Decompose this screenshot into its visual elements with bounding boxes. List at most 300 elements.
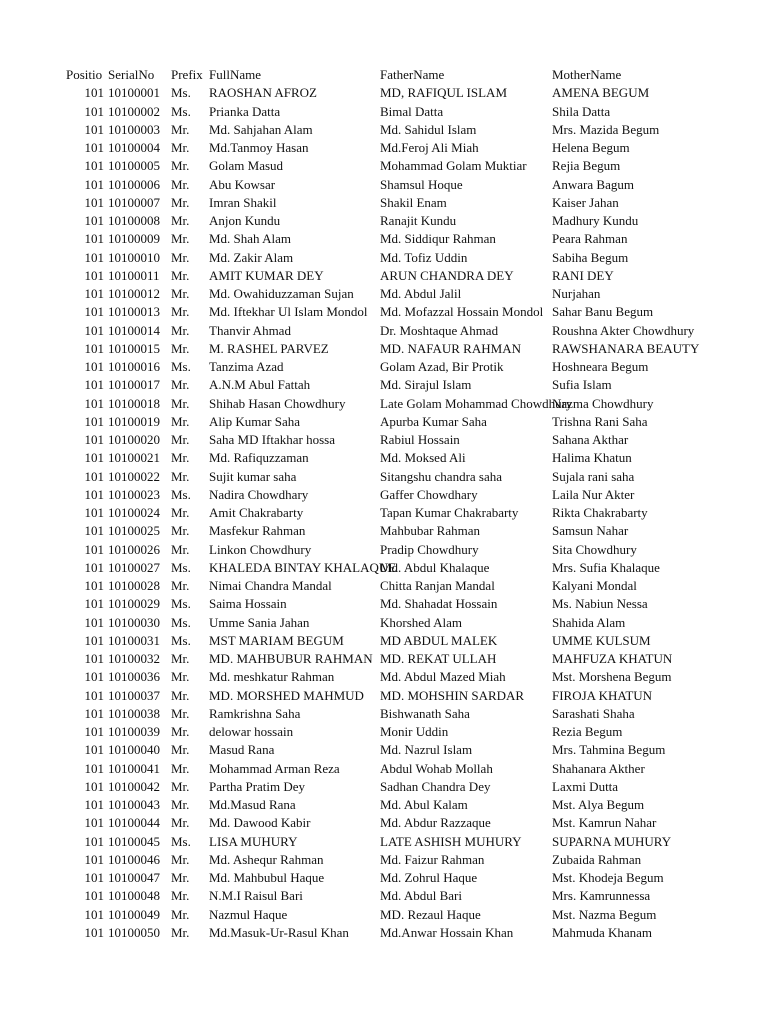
cell-position: 101: [84, 140, 104, 155]
cell-serialno: 10100017: [108, 377, 160, 393]
cell-position: 101: [84, 541, 104, 557]
header-fathername: FatherName: [380, 67, 445, 82]
table-row: [0, 650, 768, 668]
cell-prefix: Mr.: [171, 651, 190, 666]
cell-fullname: Tanzima Azad: [209, 359, 284, 374]
cell-prefix: Mr.: [171, 888, 190, 904]
cell-fullname: Md.Masud Rana: [209, 797, 296, 812]
cell-prefix: Mr.: [171, 760, 190, 776]
cell-fathername: Md. Moksed Ali: [380, 450, 466, 466]
cell-position: 101: [84, 359, 104, 374]
cell-position: 101: [84, 468, 104, 484]
cell-fathername: Md. Siddiqur Rahman: [380, 231, 496, 247]
cell-mothername: Trishna Rani Saha: [552, 413, 648, 429]
cell-position: 101: [84, 213, 104, 228]
cell-mothername: Mst. Morshena Begum: [552, 669, 672, 685]
table-row: [0, 741, 768, 759]
cell-prefix: Mr.: [171, 705, 190, 721]
cell-mothername: Sita Chowdhury: [552, 541, 637, 557]
table-row: [0, 194, 768, 212]
cell-mothername: Sabiha Begum: [552, 249, 629, 265]
cell-position: 101: [84, 797, 104, 812]
cell-mothername: Mst. Kamrun Nahar: [552, 815, 657, 831]
table-row: [0, 449, 768, 467]
cell-serialno: 10100024: [108, 505, 160, 520]
cell-fullname: Md. Mahbubul Haque: [209, 870, 325, 885]
cell-fathername: Sitangshu chandra saha: [380, 468, 503, 484]
cell-position: 101: [84, 523, 104, 539]
cell-mothername: Sufia Islam: [552, 377, 612, 393]
cell-fathername: Md. Abdul Khalaque: [380, 559, 490, 575]
cell-mothername: MAHFUZA KHATUN: [552, 651, 673, 666]
cell-fathername: Golam Azad, Bir Protik: [380, 359, 504, 374]
cell-position: 101: [84, 669, 104, 685]
cell-prefix: Mr.: [171, 724, 190, 739]
cell-serialno: 10100025: [108, 523, 160, 539]
cell-fathername: Md. Sirajul Islam: [380, 377, 472, 393]
table-row: [0, 595, 768, 613]
cell-mothername: Roushna Akter Chowdhury: [552, 322, 695, 338]
cell-position: 101: [84, 413, 104, 429]
cell-prefix: Mr.: [171, 267, 190, 283]
cell-mothername: Mrs. Mazida Begum: [552, 121, 660, 137]
cell-fathername: Md. Tofiz Uddin: [380, 249, 468, 265]
cell-serialno: 10100030: [108, 614, 160, 630]
cell-position: 101: [84, 486, 104, 502]
cell-fathername: MD. REKAT ULLAH: [380, 651, 497, 666]
cell-serialno: 10100043: [108, 797, 160, 812]
cell-serialno: 10100029: [108, 596, 160, 612]
cell-mothername: Halima Khatun: [552, 450, 632, 466]
cell-fathername: Pradip Chowdhury: [380, 541, 479, 557]
cell-serialno: 10100044: [108, 815, 160, 831]
table-row: [0, 376, 768, 394]
cell-serialno: 10100001: [108, 85, 160, 101]
cell-fathername: Md. Abdul Jalil: [380, 286, 462, 301]
cell-prefix: Mr.: [171, 140, 190, 155]
cell-prefix: Mr.: [171, 432, 190, 447]
cell-fathername: Md. Abdul Mazed Miah: [380, 669, 506, 685]
cell-prefix: Mr.: [171, 797, 190, 812]
cell-fullname: Saha MD Iftakhar hossa: [209, 432, 335, 447]
header-row: [0, 66, 768, 84]
cell-fullname: Md. Iftekhar Ul Islam Mondol: [209, 304, 368, 320]
cell-serialno: 10100039: [108, 724, 160, 739]
cell-position: 101: [84, 833, 104, 849]
cell-prefix: Mr.: [171, 541, 190, 557]
cell-fullname: AMIT KUMAR DEY: [209, 267, 324, 283]
cell-prefix: Ms.: [171, 632, 191, 648]
cell-position: 101: [84, 724, 104, 739]
cell-fathername: MD ABDUL MALEK: [380, 632, 498, 648]
spreadsheet-table: [0, 66, 768, 942]
cell-position: 101: [84, 778, 104, 794]
cell-fathername: Md.Anwar Hossain Khan: [380, 924, 514, 940]
cell-serialno: 10100002: [108, 103, 160, 119]
cell-prefix: Mr.: [171, 413, 190, 429]
cell-fullname: Md. Shah Alam: [209, 231, 291, 247]
table-row: [0, 121, 768, 139]
table-row: [0, 84, 768, 102]
cell-serialno: 10100015: [108, 340, 160, 356]
cell-fathername: Shakil Enam: [380, 194, 447, 210]
cell-fathername: Md. Abul Kalam: [380, 797, 468, 812]
table-row: [0, 924, 768, 942]
cell-serialno: 10100038: [108, 705, 160, 721]
cell-mothername: RAWSHANARA BEAUTY: [552, 340, 700, 356]
cell-mothername: Mahmuda Khanam: [552, 924, 653, 940]
cell-prefix: Ms.: [171, 359, 191, 374]
cell-mothername: Mst. Khodeja Begum: [552, 870, 664, 885]
cell-fullname: MD. MAHBUBUR RAHMAN: [209, 651, 373, 666]
cell-mothername: Sujala rani saha: [552, 468, 635, 484]
cell-fathername: Mahbubar Rahman: [380, 523, 481, 539]
cell-prefix: Mr.: [171, 505, 190, 520]
cell-serialno: 10100021: [108, 450, 160, 466]
table-row: [0, 522, 768, 540]
cell-fullname: Abu Kowsar: [209, 176, 276, 192]
cell-fathername: Shamsul Hoque: [380, 176, 463, 192]
cell-fullname: KHALEDA BINTAY KHALAQUE: [209, 559, 397, 575]
cell-fullname: Md. Ashequr Rahman: [209, 851, 324, 867]
cell-serialno: 10100028: [108, 578, 160, 593]
cell-prefix: Mr.: [171, 395, 190, 411]
cell-serialno: 10100047: [108, 870, 160, 885]
cell-prefix: Ms.: [171, 833, 191, 849]
cell-fullname: Umme Sania Jahan: [209, 614, 310, 630]
cell-position: 101: [84, 267, 104, 283]
table-row: [0, 322, 768, 340]
cell-mothername: Shahanara Akther: [552, 760, 645, 776]
cell-mothername: Zubaida Rahman: [552, 851, 642, 867]
cell-prefix: Mr.: [171, 906, 190, 922]
cell-fullname: MST MARIAM BEGUM: [209, 632, 344, 648]
cell-fathername: Late Golam Mohammad Chowdhury: [380, 395, 573, 411]
cell-serialno: 10100018: [108, 395, 160, 411]
table-row: [0, 468, 768, 486]
cell-fullname: Md.Tanmoy Hasan: [209, 140, 309, 155]
cell-fathername: Md. Abdul Bari: [380, 888, 462, 904]
cell-serialno: 10100031: [108, 632, 160, 648]
cell-prefix: Mr.: [171, 578, 190, 593]
cell-serialno: 10100003: [108, 121, 160, 137]
cell-prefix: Mr.: [171, 322, 190, 338]
cell-position: 101: [84, 286, 104, 301]
cell-fathername: Bishwanath Saha: [380, 705, 470, 721]
cell-serialno: 10100049: [108, 906, 160, 922]
cell-serialno: 10100037: [108, 687, 160, 703]
cell-position: 101: [84, 614, 104, 630]
cell-mothername: Kaiser Jahan: [552, 194, 619, 210]
cell-mothername: Anwara Bagum: [552, 176, 634, 192]
header-fullname: FullName: [209, 67, 261, 82]
cell-prefix: Mr.: [171, 815, 190, 831]
cell-fullname: Anjon Kundu: [209, 213, 281, 228]
cell-fullname: Mohammad Arman Reza: [209, 760, 340, 776]
cell-prefix: Mr.: [171, 851, 190, 867]
table-row: [0, 887, 768, 905]
cell-mothername: Ms. Nabiun Nessa: [552, 596, 648, 612]
cell-fathername: Apurba Kumar Saha: [380, 413, 487, 429]
table-row: [0, 486, 768, 504]
cell-prefix: Mr.: [171, 304, 190, 320]
cell-prefix: Mr.: [171, 450, 190, 466]
cell-fathername: LATE ASHISH MUHURY: [380, 833, 522, 849]
cell-fullname: Sujit kumar saha: [209, 468, 297, 484]
cell-fathername: Ranajit Kundu: [380, 213, 457, 228]
cell-fullname: LISA MUHURY: [209, 833, 298, 849]
cell-position: 101: [84, 432, 104, 447]
cell-fathername: MD, RAFIQUL ISLAM: [380, 85, 507, 101]
cell-serialno: 10100006: [108, 176, 160, 192]
cell-prefix: Mr.: [171, 213, 190, 228]
cell-fathername: Md. Abdur Razzaque: [380, 815, 491, 831]
cell-prefix: Mr.: [171, 523, 190, 539]
cell-fullname: MD. MORSHED MAHMUD: [209, 687, 364, 703]
cell-fullname: Imran Shakil: [209, 194, 277, 210]
table-row: [0, 176, 768, 194]
cell-fullname: M. RASHEL PARVEZ: [209, 340, 329, 356]
cell-serialno: 10100036: [108, 669, 160, 685]
cell-serialno: 10100050: [108, 924, 160, 940]
cell-mothername: Nazma Chowdhury: [552, 395, 654, 411]
cell-mothername: Kalyani Mondal: [552, 578, 637, 593]
cell-position: 101: [84, 304, 104, 320]
cell-fathername: MD. NAFAUR RAHMAN: [380, 340, 521, 356]
cell-serialno: 10100042: [108, 778, 160, 794]
cell-mothername: Mrs. Tahmina Begum: [552, 742, 666, 758]
cell-fathername: Tapan Kumar Chakrabarty: [380, 505, 519, 520]
table-row: [0, 504, 768, 522]
table-row: [0, 212, 768, 230]
cell-fathername: Chitta Ranjan Mandal: [380, 578, 495, 593]
cell-fathername: Rabiul Hossain: [380, 432, 460, 447]
table-row: [0, 577, 768, 595]
cell-fullname: Saima Hossain: [209, 596, 287, 612]
table-row: [0, 358, 768, 376]
cell-prefix: Mr.: [171, 778, 190, 794]
cell-fullname: Masud Rana: [209, 742, 275, 758]
cell-position: 101: [84, 596, 104, 612]
table-row: [0, 249, 768, 267]
table-row: [0, 814, 768, 832]
cell-fullname: Prianka Datta: [209, 103, 281, 119]
cell-prefix: Ms.: [171, 486, 191, 502]
cell-prefix: Mr.: [171, 924, 190, 940]
cell-mothername: Shahida Alam: [552, 614, 626, 630]
cell-serialno: 10100040: [108, 742, 160, 758]
table-row: [0, 668, 768, 686]
cell-serialno: 10100019: [108, 413, 160, 429]
cell-prefix: Ms.: [171, 103, 191, 119]
cell-fullname: delowar hossain: [209, 724, 294, 739]
cell-fullname: RAOSHAN AFROZ: [209, 85, 317, 101]
cell-mothername: Madhury Kundu: [552, 213, 639, 228]
cell-fathername: Md.Feroj Ali Miah: [380, 140, 479, 155]
cell-mothername: Mst. Nazma Begum: [552, 906, 657, 922]
cell-serialno: 10100026: [108, 541, 160, 557]
cell-fullname: Partha Pratim Dey: [209, 778, 306, 794]
cell-fathername: Khorshed Alam: [380, 614, 462, 630]
cell-fullname: Golam Masud: [209, 158, 284, 174]
cell-fathername: Bimal Datta: [380, 103, 444, 119]
cell-fullname: Amit Chakrabarty: [209, 505, 304, 520]
cell-fathername: MD. Rezaul Haque: [380, 906, 481, 922]
cell-fathername: Dr. Moshtaque Ahmad: [380, 322, 499, 338]
cell-mothername: Laila Nur Akter: [552, 486, 635, 502]
cell-position: 101: [84, 742, 104, 758]
cell-position: 101: [84, 103, 104, 119]
cell-mothername: Rikta Chakrabarty: [552, 505, 648, 520]
cell-prefix: Ms.: [171, 85, 191, 101]
cell-mothername: RANI DEY: [552, 267, 614, 283]
cell-position: 101: [84, 651, 104, 666]
cell-mothername: SUPARNA MUHURY: [552, 833, 672, 849]
table-row: [0, 103, 768, 121]
table-row: [0, 431, 768, 449]
cell-serialno: 10100048: [108, 888, 160, 904]
cell-position: 101: [84, 870, 104, 885]
cell-prefix: Mr.: [171, 669, 190, 685]
cell-serialno: 10100027: [108, 559, 160, 575]
cell-position: 101: [84, 231, 104, 247]
cell-fullname: Masfekur Rahman: [209, 523, 306, 539]
cell-prefix: Mr.: [171, 286, 190, 301]
cell-fathername: Mohammad Golam Muktiar: [380, 158, 527, 174]
cell-mothername: Mrs. Sufia Khalaque: [552, 559, 660, 575]
cell-fathername: Abdul Wohab Mollah: [380, 760, 493, 776]
table-row: [0, 413, 768, 431]
cell-fullname: A.N.M Abul Fattah: [209, 377, 311, 393]
cell-serialno: 10100009: [108, 231, 160, 247]
cell-serialno: 10100041: [108, 760, 160, 776]
cell-mothername: UMME KULSUM: [552, 632, 651, 648]
table-row: [0, 723, 768, 741]
cell-prefix: Mr.: [171, 158, 190, 174]
cell-prefix: Mr.: [171, 176, 190, 192]
cell-prefix: Ms.: [171, 614, 191, 630]
cell-prefix: Mr.: [171, 194, 190, 210]
cell-position: 101: [84, 249, 104, 265]
cell-serialno: 10100010: [108, 249, 160, 265]
cell-fullname: Md. Sahjahan Alam: [209, 121, 313, 137]
cell-fathername: Md. Sahidul Islam: [380, 121, 477, 137]
cell-fathername: Gaffer Chowdhary: [380, 486, 478, 502]
cell-prefix: Mr.: [171, 742, 190, 758]
table-body: [0, 84, 768, 942]
cell-prefix: Mr.: [171, 340, 190, 356]
table-row: [0, 833, 768, 851]
cell-serialno: 10100012: [108, 286, 160, 301]
cell-prefix: Ms.: [171, 559, 191, 575]
cell-prefix: Mr.: [171, 249, 190, 265]
cell-mothername: Sahar Banu Begum: [552, 304, 654, 320]
cell-position: 101: [84, 395, 104, 411]
cell-prefix: Ms.: [171, 596, 191, 612]
cell-fathername: Md. Faizur Rahman: [380, 851, 485, 867]
table-row: [0, 614, 768, 632]
cell-mothername: Peara Rahman: [552, 231, 628, 247]
cell-position: 101: [84, 121, 104, 137]
table-row: [0, 230, 768, 248]
header-mothername: MotherName: [552, 67, 622, 82]
table-row: [0, 869, 768, 887]
cell-position: 101: [84, 340, 104, 356]
cell-mothername: Sarashati Shaha: [552, 705, 635, 721]
table-row: [0, 760, 768, 778]
cell-position: 101: [84, 815, 104, 831]
cell-prefix: Mr.: [171, 687, 190, 703]
table-row: [0, 340, 768, 358]
cell-mothername: Laxmi Dutta: [552, 778, 619, 794]
cell-serialno: 10100022: [108, 468, 160, 484]
table-row: [0, 285, 768, 303]
cell-fathername: ARUN CHANDRA DEY: [380, 267, 514, 283]
cell-mothername: Rezia Begum: [552, 724, 623, 739]
cell-fullname: Thanvir Ahmad: [209, 322, 291, 338]
cell-position: 101: [84, 559, 104, 575]
table-row: [0, 851, 768, 869]
cell-prefix: Mr.: [171, 121, 190, 137]
cell-fullname: N.M.I Raisul Bari: [209, 888, 303, 904]
cell-mothername: Mrs. Kamrunnessa: [552, 888, 651, 904]
cell-position: 101: [84, 377, 104, 393]
cell-fullname: Ramkrishna Saha: [209, 705, 301, 721]
cell-fathername: Monir Uddin: [380, 724, 449, 739]
cell-serialno: 10100007: [108, 194, 160, 210]
table-row: [0, 303, 768, 321]
cell-serialno: 10100045: [108, 833, 160, 849]
cell-mothername: AMENA BEGUM: [552, 85, 650, 101]
cell-serialno: 10100011: [108, 267, 160, 283]
cell-mothername: FIROJA KHATUN: [552, 687, 653, 703]
cell-mothername: Helena Begum: [552, 140, 630, 155]
cell-fullname: Nazmul Haque: [209, 906, 288, 922]
cell-position: 101: [84, 888, 104, 904]
cell-prefix: Mr.: [171, 468, 190, 484]
cell-position: 101: [84, 505, 104, 520]
table-row: [0, 267, 768, 285]
cell-serialno: 10100020: [108, 432, 160, 447]
table-row: [0, 157, 768, 175]
cell-mothername: Shila Datta: [552, 103, 611, 119]
cell-prefix: Mr.: [171, 377, 190, 393]
cell-position: 101: [84, 322, 104, 338]
cell-fullname: Md. Zakir Alam: [209, 249, 294, 265]
cell-fathername: Md. Shahadat Hossain: [380, 596, 498, 612]
table-row: [0, 705, 768, 723]
cell-serialno: 10100013: [108, 304, 160, 320]
cell-fathername: Sadhan Chandra Dey: [380, 778, 491, 794]
cell-serialno: 10100008: [108, 213, 160, 228]
cell-mothername: Rejia Begum: [552, 158, 621, 174]
table-row: [0, 632, 768, 650]
cell-position: 101: [84, 851, 104, 867]
cell-position: 101: [84, 924, 104, 940]
cell-mothername: Hoshneara Begum: [552, 359, 649, 374]
header-prefix: Prefix: [171, 67, 203, 82]
cell-position: 101: [84, 760, 104, 776]
table-row: [0, 395, 768, 413]
table-row: [0, 796, 768, 814]
cell-fathername: Md. Mofazzal Hossain Mondol: [380, 304, 544, 320]
cell-position: 101: [84, 158, 104, 174]
cell-fullname: Nimai Chandra Mandal: [209, 578, 332, 593]
cell-mothername: Mst. Alya Begum: [552, 797, 645, 812]
cell-serialno: 10100014: [108, 322, 160, 338]
cell-position: 101: [84, 632, 104, 648]
cell-fullname: Alip Kumar Saha: [209, 413, 300, 429]
